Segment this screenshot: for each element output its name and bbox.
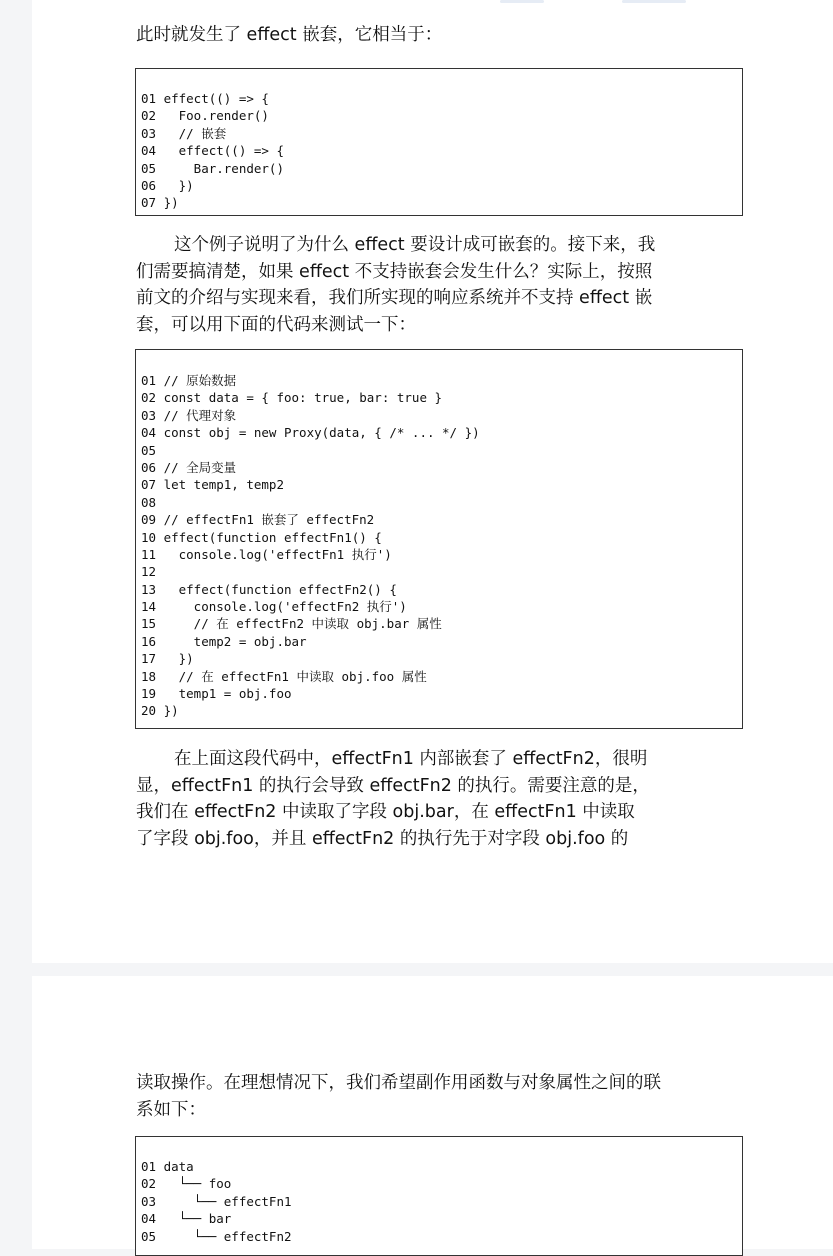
code-line: 14 console.log('effectFn2 执行')	[141, 599, 407, 615]
code-line: 06 })	[141, 177, 194, 193]
code-line: 02 └── foo	[141, 1176, 232, 1192]
code-line: 02 const data = { foo: true, bar: true }	[141, 390, 443, 406]
document-page-2	[32, 976, 833, 1249]
text-line: 我们在 effectFn2 中读取了字段 obj.bar，在 effectFn1 中读取	[136, 802, 635, 822]
code-line: 01 // 原始数据	[141, 373, 237, 388]
code-line: 17 })	[141, 651, 194, 667]
code-line: 10 effect(function effectFn1() {	[141, 529, 382, 545]
code-block-1	[135, 68, 743, 216]
text-line: 套，可以用下面的代码来测试一下：	[136, 314, 416, 335]
code-line: 04 └── bar	[141, 1211, 232, 1227]
code-line: 19 temp1 = obj.foo	[141, 686, 292, 702]
code-line: 03 └── effectFn1	[141, 1193, 292, 1209]
code-line: 04 effect(() => {	[141, 143, 284, 159]
code-line: 05 └── effectFn2	[141, 1228, 292, 1244]
text-line: 前文的介绍与实现来看，我们所实现的响应系统并不支持 effect 嵌	[136, 288, 653, 308]
code-line: 02 Foo.render()	[141, 108, 269, 124]
text-line: 们需要搞清楚，如果 effect 不支持嵌套会发生什么？实际上，按照	[136, 261, 653, 282]
code-line: 05 Bar.render()	[141, 160, 284, 176]
code-line: 13 effect(function effectFn2() {	[141, 581, 397, 597]
text-line: 在上面这段代码中，effectFn1 内部嵌套了 effectFn2，很明	[174, 749, 648, 769]
code-line: 09 // effectFn1 嵌套了 effectFn2	[141, 512, 375, 528]
code-listing-1	[136, 69, 742, 212]
code-listing-2	[136, 350, 742, 720]
code-line: 04 const obj = new Proxy(data, { /* ... */ })	[141, 425, 480, 441]
paragraph-2	[136, 232, 746, 338]
code-line: 01 data	[141, 1159, 194, 1174]
text-line: 显，effectFn1 的执行会导致 effectFn2 的执行。需要注意的是，	[136, 775, 650, 796]
code-listing-3	[136, 1137, 742, 1245]
top-decoration	[500, 0, 544, 3]
text-line: 了字段 obj.foo，并且 effectFn2 的执行先于对字段 obj.foo 的	[136, 828, 629, 849]
code-line: 03 // 代理对象	[141, 407, 237, 423]
code-line: 18 // 在 effectFn1 中读取 obj.foo 属性	[141, 668, 427, 684]
code-line: 16 temp2 = obj.bar	[141, 633, 307, 649]
code-line: 07 })	[141, 195, 179, 211]
code-line: 05	[141, 442, 157, 458]
code-line: 08	[141, 494, 157, 510]
code-block-2	[135, 349, 743, 729]
code-line: 20 })	[141, 703, 179, 719]
paragraph-3	[136, 746, 746, 852]
code-line: 12	[141, 564, 157, 580]
code-line: 01 effect(() => {	[141, 91, 269, 106]
code-line: 06 // 全局变量	[141, 459, 237, 475]
text-line: 读取操作。在理想情况下，我们希望副作用函数与对象属性之间的联	[136, 1073, 661, 1093]
text-line: 这个例子说明了为什么 effect 要设计成可嵌套的。接下来，我	[174, 235, 656, 255]
top-decoration	[622, 0, 686, 3]
code-line: 11 console.log('effectFn1 执行')	[141, 546, 392, 562]
document-page-1	[32, 0, 833, 963]
intro-paragraph	[136, 22, 746, 49]
intro-text: 此时就发生了 effect 嵌套，它相当于：	[136, 25, 443, 45]
code-line: 07 let temp1, temp2	[141, 477, 284, 493]
code-line: 03 // 嵌套	[141, 125, 227, 141]
code-block-3	[135, 1136, 743, 1256]
text-line: 系如下：	[136, 1099, 206, 1120]
paragraph-4	[136, 1070, 746, 1123]
code-line: 15 // 在 effectFn2 中读取 obj.bar 属性	[141, 616, 442, 632]
